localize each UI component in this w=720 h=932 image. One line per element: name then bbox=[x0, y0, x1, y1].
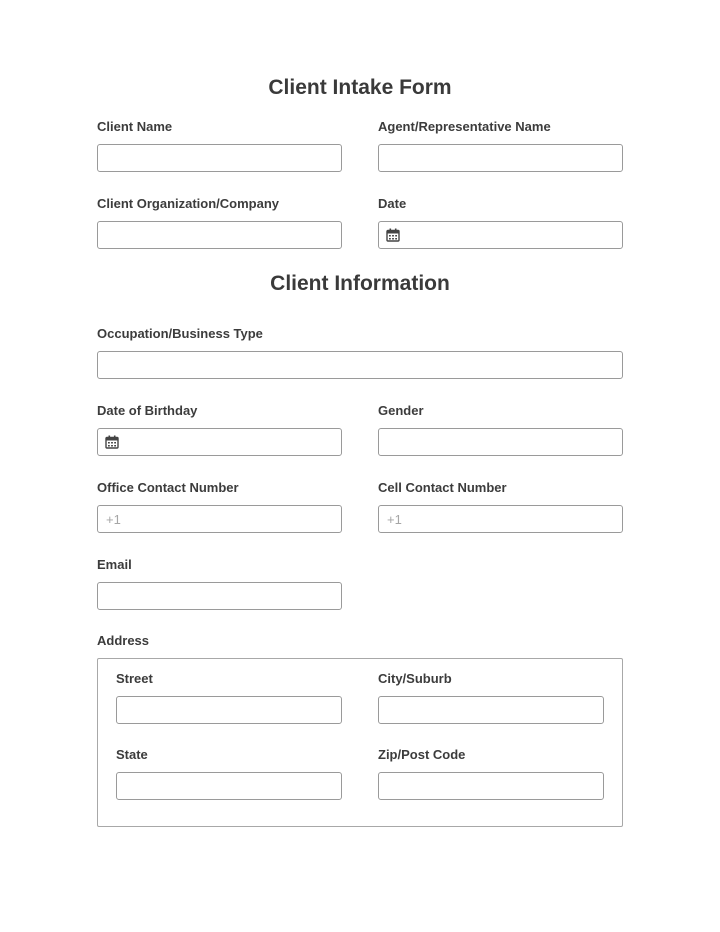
date-label: Date bbox=[378, 196, 407, 211]
calendar-icon[interactable] bbox=[386, 228, 400, 242]
birthday-label: Date of Birthday bbox=[97, 403, 198, 418]
address-label: Address bbox=[97, 633, 150, 648]
city-label: City/Suburb bbox=[378, 671, 452, 686]
agent-name-label: Agent/Representative Name bbox=[378, 119, 551, 134]
state-label: State bbox=[116, 747, 148, 762]
email-label: Email bbox=[97, 557, 132, 572]
occupation-input[interactable] bbox=[97, 351, 623, 379]
form-title: Client Intake Form bbox=[268, 76, 452, 99]
address-group bbox=[97, 658, 623, 827]
zip-input[interactable] bbox=[378, 772, 604, 800]
zip-label: Zip/Post Code bbox=[378, 747, 466, 762]
gender-label: Gender bbox=[378, 403, 424, 418]
client-information-heading: Client Information bbox=[270, 272, 450, 295]
calendar-icon[interactable] bbox=[105, 435, 119, 449]
office-phone-label: Office Contact Number bbox=[97, 480, 239, 495]
office-phone-input[interactable] bbox=[97, 505, 342, 533]
street-input[interactable] bbox=[116, 696, 342, 724]
state-input[interactable] bbox=[116, 772, 342, 800]
cell-phone-label: Cell Contact Number bbox=[378, 480, 507, 495]
organization-label: Client Organization/Company bbox=[97, 196, 280, 211]
street-label: Street bbox=[116, 671, 153, 686]
email-input[interactable] bbox=[97, 582, 342, 610]
agent-name-input[interactable] bbox=[378, 144, 623, 172]
city-input[interactable] bbox=[378, 696, 604, 724]
organization-input[interactable] bbox=[97, 221, 342, 249]
occupation-label: Occupation/Business Type bbox=[97, 326, 263, 341]
client-name-input[interactable] bbox=[97, 144, 342, 172]
cell-phone-input[interactable] bbox=[378, 505, 623, 533]
gender-input[interactable] bbox=[378, 428, 623, 456]
date-input[interactable] bbox=[378, 221, 623, 249]
client-name-label: Client Name bbox=[97, 119, 173, 134]
birthday-input[interactable] bbox=[97, 428, 342, 456]
